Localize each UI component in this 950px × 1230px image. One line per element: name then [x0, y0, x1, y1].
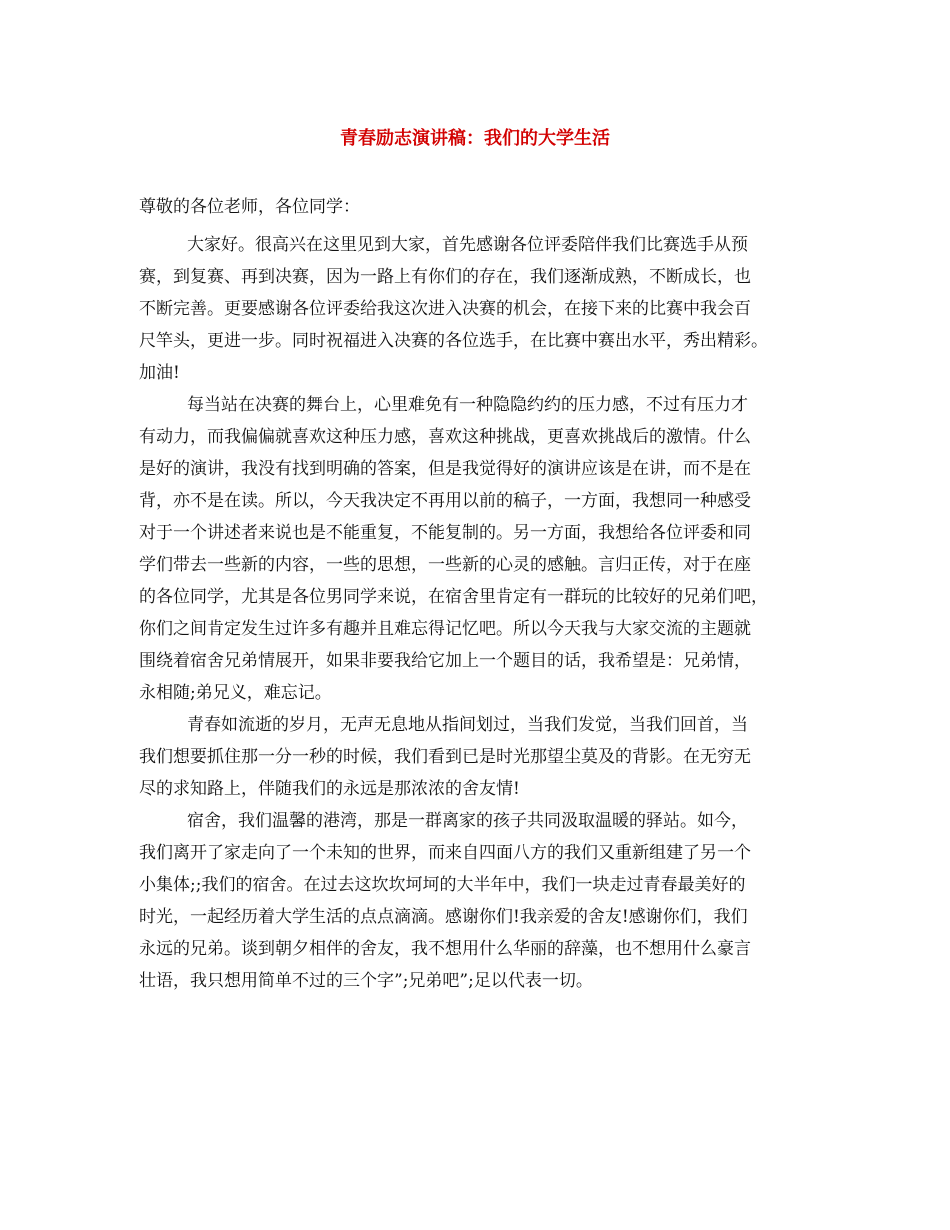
paragraph-line: 小集体;;我们的宿舍。在过去这坎坎坷坷的大半年中，我们一块走过青春最美好的 [139, 875, 746, 895]
salutation: 尊敬的各位老师，各位同学： [139, 197, 360, 217]
paragraph-line: 加油! [139, 363, 180, 383]
paragraph-line: 背，亦不是在读。所以，今天我决定不再用以前的稿子，一方面，我想同一种感受 [139, 491, 751, 511]
paragraph-line: 青春如流逝的岁月，无声无息地从指间划过，当我们发觉，当我们回首，当 [187, 715, 748, 735]
paragraph-line: 永远的兄弟。谈到朝夕相伴的舍友，我不想用什么华丽的辞藻，也不想用什么豪言 [139, 939, 751, 959]
paragraph-line: 宿舍，我们温馨的港湾，那是一群离家的孩子共同汲取温暖的驿站。如今， [187, 811, 748, 831]
document-title: 青春励志演讲稿：我们的大学生活 [340, 128, 610, 149]
paragraph-line: 尺竿头，更进一步。同时祝福进入决赛的各位选手，在比赛中赛出水平，秀出精彩。 [139, 331, 768, 351]
paragraph-line: 我们想要抓住那一分一秒的时候，我们看到已是时光那望尘莫及的背影。在无穷无 [139, 747, 751, 767]
paragraph-line: 你们之间肯定发生过许多有趣并且难忘得记忆吧。所以今天我与大家交流的主题就 [139, 619, 751, 639]
paragraph-line: 永相随;弟兄义，难忘记。 [139, 683, 332, 703]
paragraph-line: 壮语，我只想用简单不过的三个字”;兄弟吧”;足以代表一切。 [139, 971, 593, 991]
paragraph-2 [139, 389, 833, 709]
paragraph-line: 不断完善。更要感谢各位评委给我这次进入决赛的机会，在接下来的比赛中我会百 [139, 299, 751, 319]
paragraph-line: 尽的求知路上，伴随我们的永远是那浓浓的舍友情! [139, 779, 520, 799]
paragraph-3 [139, 709, 833, 805]
paragraph-line: 我们离开了家走向了一个未知的世界，而来自四面八方的我们又重新组建了另一个 [139, 843, 751, 863]
paragraph-line: 大家好。很高兴在这里见到大家，首先感谢各位评委陪伴我们比赛选手从预 [187, 235, 748, 255]
paragraph-line: 时光，一起经历着大学生活的点点滴滴。感谢你们!我亲爱的舍友!感谢你们，我们 [139, 907, 748, 927]
paragraph-line: 赛，到复赛、再到决赛，因为一路上有你们的存在，我们逐渐成熟，不断成长，也 [139, 267, 751, 287]
paragraph-line: 是好的演讲，我没有找到明确的答案，但是我觉得好的演讲应该是在讲，而不是在 [139, 459, 751, 479]
paragraph-line: 的各位同学，尤其是各位男同学来说，在宿舍里肯定有一群玩的比较好的兄弟们吧， [139, 587, 768, 607]
paragraph-line: 围绕着宿舍兄弟情展开，如果非要我给它加上一个题目的话，我希望是：兄弟情， [139, 651, 751, 671]
paragraph-line: 对于一个讲述者来说也是不能重复，不能复制的。另一方面，我想给各位评委和同 [139, 523, 751, 543]
paragraph-1 [139, 229, 833, 389]
paragraph-line: 学们带去一些新的内容，一些的思想，一些新的心灵的感触。言归正传，对于在座 [139, 555, 751, 575]
paragraph-4 [139, 805, 833, 997]
paragraph-line: 有动力，而我偏偏就喜欢这种压力感，喜欢这种挑战，更喜欢挑战后的激情。什么 [139, 427, 751, 447]
paragraph-line: 每当站在决赛的舞台上，心里难免有一种隐隐约约的压力感，不过有压力才 [187, 395, 748, 415]
document-body [139, 191, 833, 997]
